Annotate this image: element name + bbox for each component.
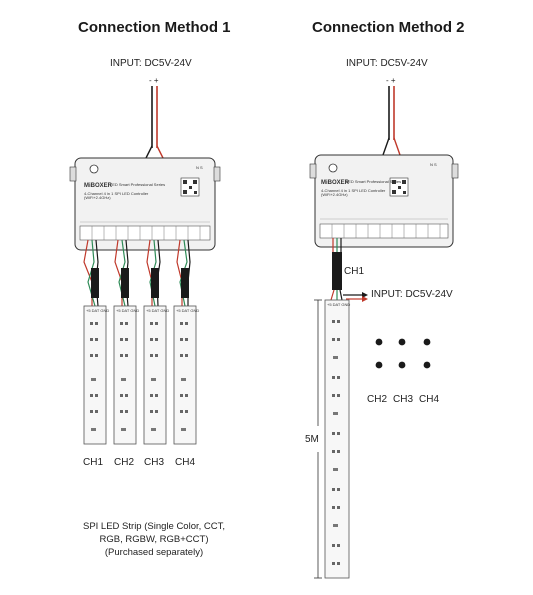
method2-dot-channel-label-3: CH4 [419,394,440,405]
method2-polarity: - + [386,76,396,85]
method2-controller-switch: N S [430,162,437,167]
method2-dot-channel-label-2: CH3 [393,394,414,405]
note-line-2: RGB, RGBW, RGB+CCT) [99,534,209,545]
method1-channel-label-3: CH3 [144,457,165,468]
method1-channel-label-1: CH1 [83,457,104,468]
note-line-1: SPI LED Strip (Single Color, CCT, [82,521,226,532]
method1-channel-label-2: CH2 [114,457,135,468]
method2-length-label: 5M [305,434,319,445]
method1-controller-product: 4-Channel 4 in 1 SPI LED Controller (WiFi+2.4GHz) [84,191,149,201]
method1-polarity: - + [149,76,159,85]
method2-title: Connection Method 2 [312,19,465,36]
method2-strip-pins: +5 DAT GND [327,302,351,307]
method2-controller-tagline: LED Smart Professional Series [346,179,402,184]
method1-controller-brand: MiBOXER [84,183,113,189]
method1-title: Connection Method 1 [78,19,231,36]
method2-controller-brand: MiBOXER [321,180,350,186]
method2-controller [310,155,458,247]
method1-strip4-pins: +5 DAT GND [176,308,200,313]
method1-strips [84,306,196,444]
method2-input-wires [383,86,400,155]
note-line-3: (Purchased separately) [104,547,204,558]
method2-unused-channel-dots [376,339,431,369]
method1-controller-switch: N S [196,165,203,170]
method2-input-label: INPUT: DC5V-24V [346,58,428,69]
method1-strip2-pins: +5 DAT GND [116,308,140,313]
method1-strip3-pins: +5 DAT GND [146,308,170,313]
method1-strip1-pins: +5 DAT GND [86,308,110,313]
method1-strip-note [80,520,228,559]
method2-strip-input-label: INPUT: DC5V-24V [371,289,453,300]
method1-controller [70,158,220,250]
method1-channel-label-4: CH4 [175,457,196,468]
method2-controller-product: 4-Channel 4 in 1 SPI LED Controller (WiFi+2.4GHz) [321,188,386,198]
method2-strip [325,300,349,578]
method2-output-channel-label: CH1 [344,266,365,277]
method1-input-label: INPUT: DC5V-24V [110,58,192,69]
method2-dot-channel-label-1: CH2 [367,394,388,405]
method1-controller-tagline: LED Smart Professional Series [110,182,166,187]
method1-input-wires [146,86,163,158]
